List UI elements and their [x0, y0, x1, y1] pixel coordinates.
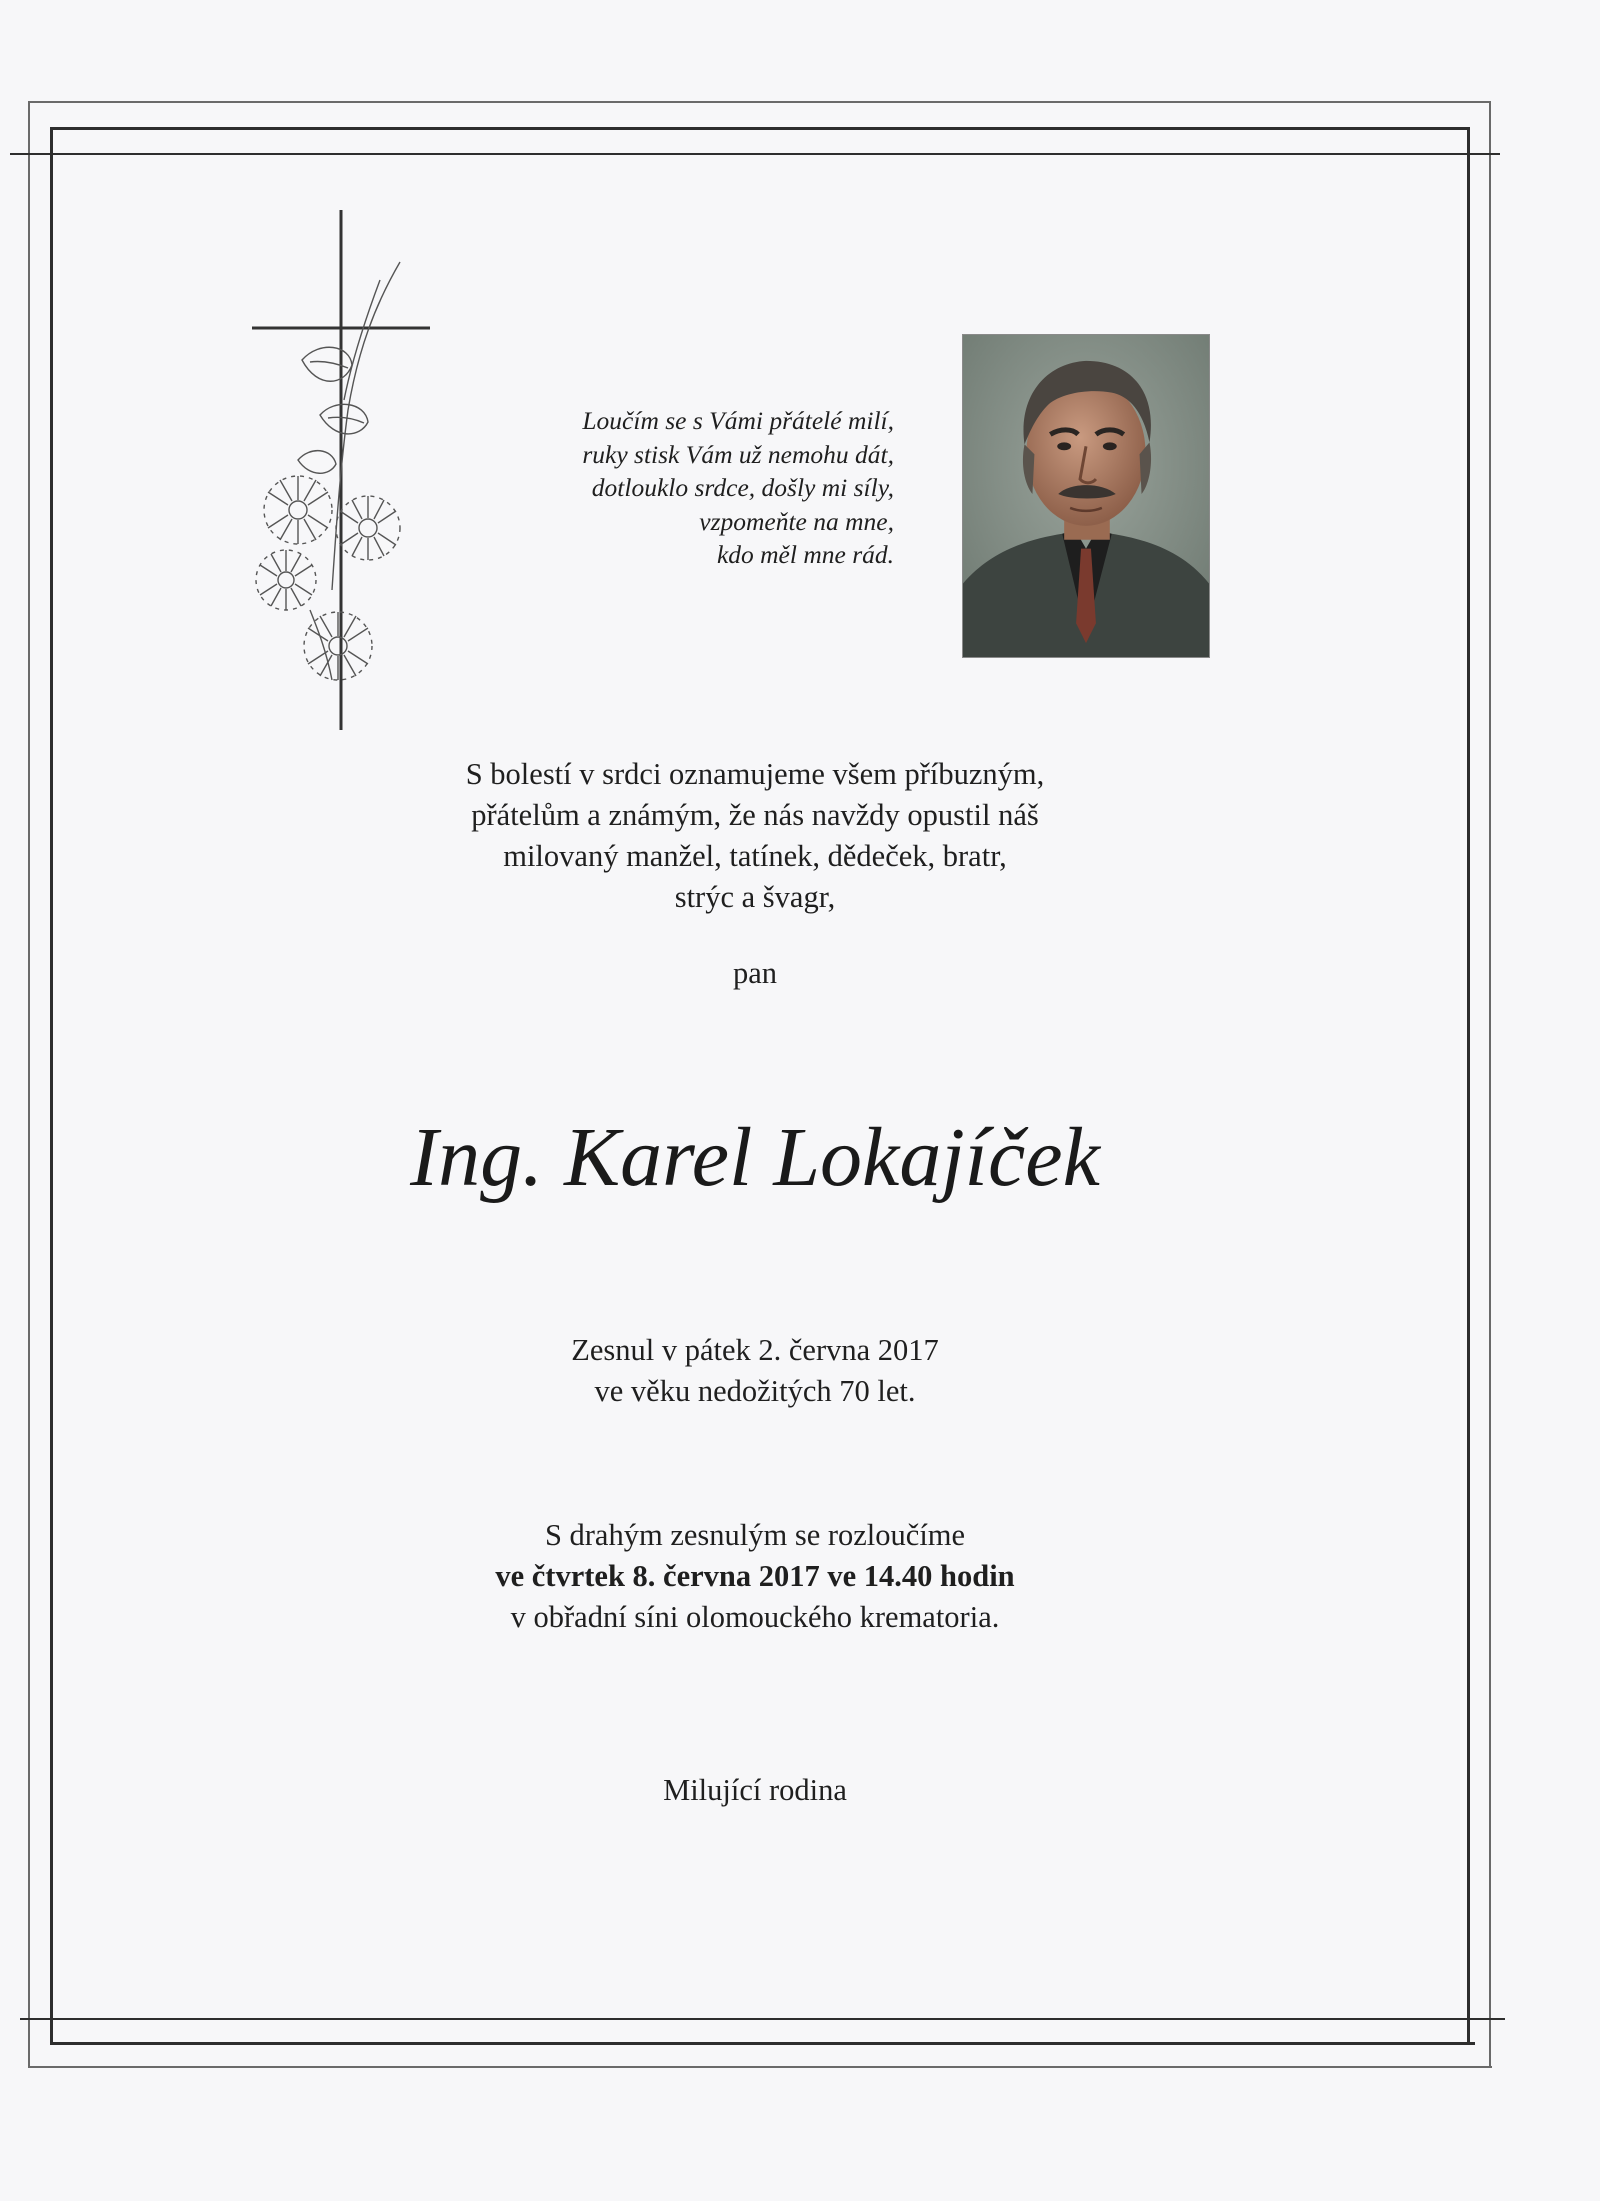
funeral-place: v obřadní síni olomouckého krematoria.	[510, 1600, 1000, 1634]
funeral-line: S drahým zesnulým se rozloučíme	[544, 1518, 966, 1552]
salutation: pan	[732, 956, 778, 990]
poem-line: dotlouklo srdce, došly mi síly,	[591, 473, 894, 502]
rule-top	[10, 153, 1500, 155]
announcement-line: přátelům a známým, že nás navždy opustil náš	[471, 798, 1039, 832]
poem-line: kdo měl mne rád.	[716, 540, 894, 569]
death-line: Zesnul v pátek 2. června 2017	[571, 1333, 939, 1367]
deceased-name: Ing. Karel Lokajíček	[410, 1111, 1100, 1204]
funeral-date-time: ve čtvrtek 8. června 2017 ve 14.40 hodin	[495, 1559, 1015, 1593]
announcement-line: milovaný manžel, tatínek, dědeček, bratr,	[503, 839, 1007, 873]
portrait-photo	[962, 334, 1210, 658]
death-line: ve věku nedožitých 70 let.	[594, 1374, 916, 1408]
inner-frame-right	[1467, 127, 1470, 2045]
announcement-line: strýc a švagr,	[674, 880, 836, 914]
inner-frame-top	[50, 127, 1470, 130]
funeral-info	[0, 1515, 1510, 1638]
outer-frame-bottom	[28, 2066, 1492, 2068]
death-info	[0, 1330, 1510, 1412]
poem-line: Loučím se s Vámi přátelé milí,	[582, 406, 894, 435]
poem-line: ruky stisk Vám už nemohu dát,	[582, 439, 894, 469]
rule-bottom	[20, 2018, 1505, 2020]
inner-frame-left	[50, 127, 53, 2045]
announcement-text	[0, 754, 1510, 918]
announcement-line: S bolestí v srdci oznamujeme všem příbuzným,	[465, 757, 1045, 791]
inner-frame-bottom	[50, 2042, 1475, 2045]
signature: Milující rodina	[663, 1773, 847, 1807]
farewell-poem	[500, 404, 894, 572]
cross-with-flowers-icon	[240, 210, 440, 740]
outer-frame-top	[28, 101, 1490, 103]
poem-line: vzpomeňte na mne,	[699, 506, 894, 536]
